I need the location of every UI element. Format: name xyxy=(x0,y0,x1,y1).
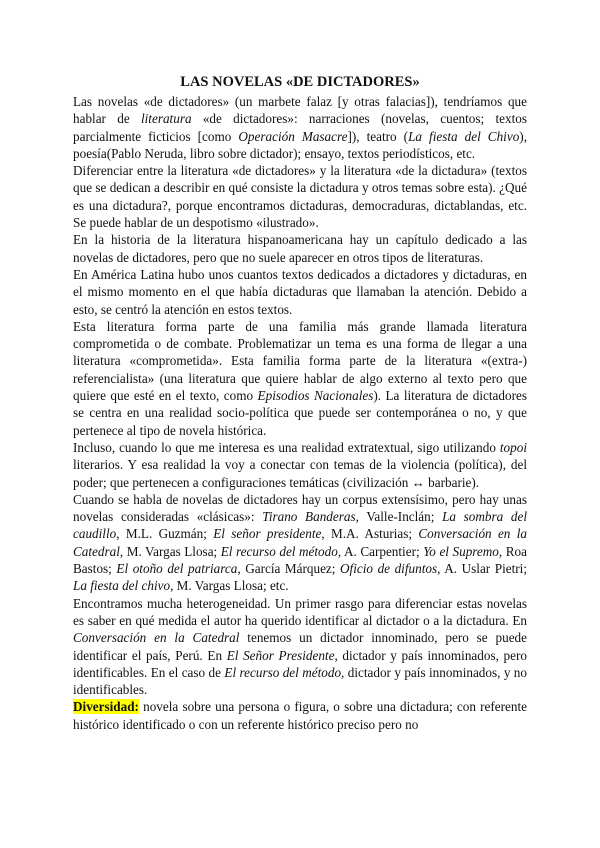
italic-title: Tirano Banderas xyxy=(262,509,356,525)
italic-title: La fiesta del chivo xyxy=(73,578,171,594)
paragraph xyxy=(73,318,527,439)
italic-title: El señor presidente xyxy=(213,526,322,542)
text-run: Las novelas «de dictadores» (un marbete falaz [y otras falacias]), tendríamos que hablar de xyxy=(73,94,527,127)
text-run: , M.L. Guzmán; xyxy=(116,526,214,542)
text-run: ]), teatro ( xyxy=(347,128,409,144)
text-run: , M.A. Asturias; xyxy=(321,526,419,542)
text-run: , A. Carpentier; xyxy=(337,543,424,559)
text-run: En la historia de la literatura hispanoamericana hay un capítulo dedicado a las novelas de dictadores, pero que no suele aparecer en otros tipos de literaturas. xyxy=(73,232,527,265)
text-run: , García Márquez; xyxy=(237,561,341,577)
paragraph xyxy=(73,266,527,318)
italic-title: El recurso del método xyxy=(224,664,342,680)
paragraph xyxy=(73,162,527,231)
italic-title: El recurso del método xyxy=(220,543,338,559)
text-run: ), poesía(Pablo Neruda, libro sobre dictador); ensayo, textos periodísticos, etc. xyxy=(73,128,527,161)
paragraph xyxy=(73,491,527,595)
paragraph xyxy=(73,439,527,491)
text-run: «de dictadores»: narraciones (novelas, cuentos; textos parcialmente ficticios [como xyxy=(73,111,527,144)
text-run: En América Latina hubo unos cuantos textos dedicados a dictadores y dictaduras, en el mismo momento en el que había dictaduras que llamaban la atención. Debido a esto, se centró la atención en estos textos. xyxy=(73,266,527,317)
paragraph xyxy=(73,231,527,266)
italic-title: Conversación en la Catedral xyxy=(73,630,240,646)
italic-title: Operación Masacre xyxy=(238,128,348,144)
italic-title: Yo el Supremo xyxy=(423,543,499,559)
text-run: , Valle-Inclán; xyxy=(355,509,443,525)
paragraph xyxy=(73,595,527,699)
italic-title: El otoño del patriarca xyxy=(116,561,238,577)
text-run: , dictador y país innominados, pero identificables. En el caso de xyxy=(73,647,527,680)
text-run: Encontramos mucha heterogeneidad. Un primer rasgo para diferenciar estas novelas es saber en qué medida el autor ha querido identificar al dictador o a la dictadura. En xyxy=(73,595,527,628)
text-run: tenemos un dictador innominado, pero se puede identificar el país, Perú. En xyxy=(73,630,527,663)
text-run: Diferenciar entre la literatura «de dictadores» y la literatura «de la dictadura» (textos que se dedican a describir en qué consiste la dictadura y otros temas sobre esta). ¿Qué es una dictadura?, porque encontramos dictaduras, democraduras, dictablandas, etc. Se puede hablar de un despotismo «ilustrado». xyxy=(73,163,527,231)
text-run: , Roa Bastos; xyxy=(73,543,527,577)
italic-title: Oficio de difuntos xyxy=(340,561,438,577)
italic-title: La sombra del caudillo xyxy=(73,509,527,542)
text-run: , dictador y país innominados, y no identificables. xyxy=(73,664,527,698)
text-run: novela sobre una persona o figura, o sobre una dictadura; con referente histórico identificado o con un referente histórico preciso pero no xyxy=(73,699,527,732)
italic-title: Conversación en la Catedral xyxy=(73,526,527,559)
italic-title: Episodios Nacionales xyxy=(257,388,374,404)
text-run: Incluso, cuando lo que me interesa es una realidad extratextual, sigo utilizando xyxy=(73,439,500,455)
paragraph xyxy=(73,698,527,733)
text-run: Cuando se habla de novelas de dictadores hay un corpus extensísimo, pero hay unas novelas consideradas «clásicas»: xyxy=(73,491,527,525)
italic-title: El Señor Presidente xyxy=(226,647,335,663)
italic-title: topoi xyxy=(499,439,527,455)
text-run: ). La literatura de dictadores se centra en una realidad socio-política que puede ser contemporánea o no, y que pertenece al tipo de novela histórica. xyxy=(73,388,527,438)
highlighted-term: Diversidad: xyxy=(73,699,139,715)
italic-title: literatura xyxy=(140,111,192,127)
document-body xyxy=(73,93,527,733)
text-run: , A. Uslar Pietri; xyxy=(437,561,527,577)
text-run: Esta literatura forma parte de una familia más grande llamada literatura comprometida o de combate. Problematizar un tema es una forma de llegar a una literatura «comprometida». Esta familia forma parte de la literatura «(extra-) referencialista» (una literatura que quiere hablar de algo externo al texto pero que quiere que esté en el texto, como xyxy=(73,318,527,404)
text-run: , M. Vargas Llosa; etc. xyxy=(170,578,289,594)
document-title: LAS NOVELAS «DE DICTADORES» xyxy=(180,74,420,90)
italic-title: La fiesta del Chivo xyxy=(408,128,520,144)
text-run: , M. Vargas Llosa; xyxy=(119,543,221,559)
paragraph xyxy=(73,93,527,162)
text-run: literarios. Y esa realidad la voy a conectar con temas de la violencia (política), del poder; que pertenecen a configuraciones temáticas (civilización ↔ barbarie). xyxy=(73,457,527,490)
